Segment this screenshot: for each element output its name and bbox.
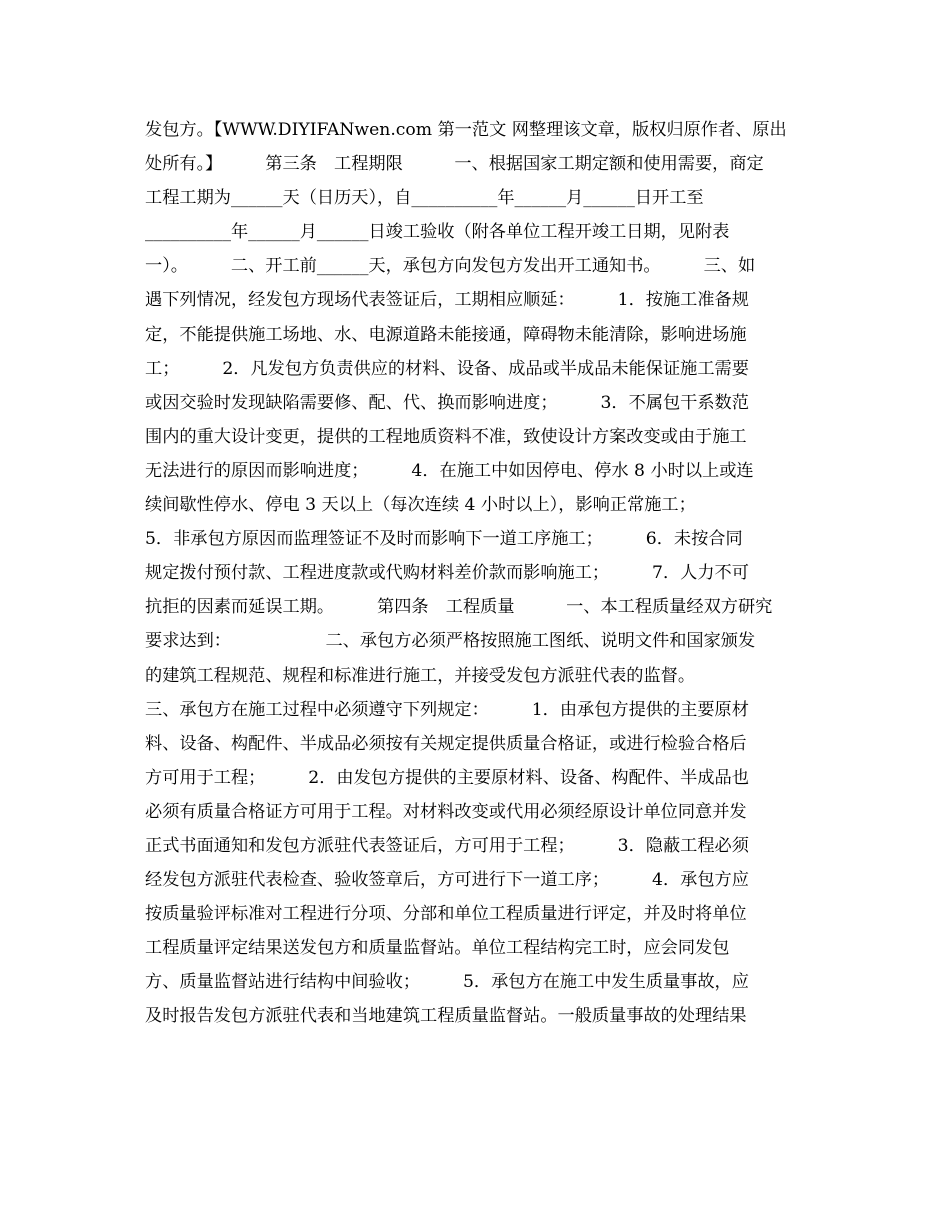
text-line: 工； 2．凡发包方负责供应的材料、设备、成品或半成品未能保证施工需要: [145, 358, 749, 379]
text-line: 定，不能提供施工场地、水、电源道路未能接通，障碍物未能清除，影响进场施: [145, 324, 747, 345]
text-line: 规定拨付预付款、工程进度款或代购材料差价款而影响施工； 7．人力不可: [145, 563, 749, 584]
text-line: 无法进行的原因而影响进度； 4．在施工中如因停电、停水 8 小时以上或连: [145, 460, 754, 481]
text-line: 方、质量监督站进行结构中间验收； 5．承包方在施工中发生质量事故，应: [145, 972, 749, 993]
text-line: 方可用于工程； 2．由发包方提供的主要原材料、设备、构配件、半成品也: [145, 767, 749, 788]
text-line: 围内的重大设计变更，提供的工程地质资料不准，致使设计方案改变或由于施工: [145, 426, 747, 447]
text-line: 要求达到： 二、承包方必须严格按照施工图纸、说明文件和国家颁发: [145, 631, 756, 652]
text-line: 三、承包方在施工过程中必须遵守下列规定： 1．由承包方提供的主要原材: [145, 699, 749, 720]
text-line: 的建筑工程规范、规程和标准进行施工，并接受发包方派驻代表的监督。: [145, 665, 696, 686]
text-line: 必须有质量合格证方可用于工程。对材料改变或代用必须经原设计单位同意并发: [145, 801, 747, 822]
text-line: 按质量验评标准对工程进行分项、分部和单位工程质量进行评定，并及时将单位: [145, 904, 747, 925]
text-line: 遇下列情况，经发包方现场代表签证后，工期相应顺延： 1．按施工准备规: [145, 290, 749, 311]
text-line: 或因交验时发现缺陷需要修、配、代、换而影响进度； 3．不属包干系数范: [145, 392, 749, 413]
text-line: 料、设备、构配件、半成品必须按有关规定提供质量合格证，或进行检验合格后: [145, 733, 747, 754]
text-line: 工程质量评定结果送发包方和质量监督站。单位工程结构完工时，应会同发包: [145, 938, 730, 959]
text-line: 正式书面通知和发包方派驻代表签证后，方可用于工程； 3．隐蔽工程必须: [145, 835, 749, 856]
text-line: 抗拒的因素而延误工期。 第四条 工程质量 一、本工程质量经双方研究: [145, 597, 773, 618]
document-body: [145, 113, 805, 1034]
text-line: __________年______月______日竣工验收（附各单位工程开竣工日期，见附表: [145, 222, 730, 243]
text-line: 工程工期为______天（日历天），自__________年______月______日开工至: [145, 188, 704, 209]
text-line: 发包方。【WWW.DIYIFANwen.com 第一范文 网整理该文章，版权归原作者、原出: [145, 120, 787, 140]
text-line: 及时报告发包方派驻代表和当地建筑工程质量监督站。一般质量事故的处理结果: [145, 1006, 747, 1027]
text-line: 处所有。】 第三条 工程期限 一、根据国家工期定额和使用需要，商定: [145, 154, 764, 175]
text-line: 续间歇性停水、停电 3 天以上（每次连续 4 小时以上），影响正常施工；: [145, 495, 696, 516]
text-line: 一）。 二、开工前______天，承包方向发包方发出开工通知书。 三、如: [145, 256, 756, 277]
text-line: 5．非承包方原因而监理签证不及时而影响下一道工序施工； 6．未按合同: [145, 529, 743, 550]
text-line: 经发包方派驻代表检查、验收签章后，方可进行下一道工序； 4．承包方应: [145, 870, 749, 891]
